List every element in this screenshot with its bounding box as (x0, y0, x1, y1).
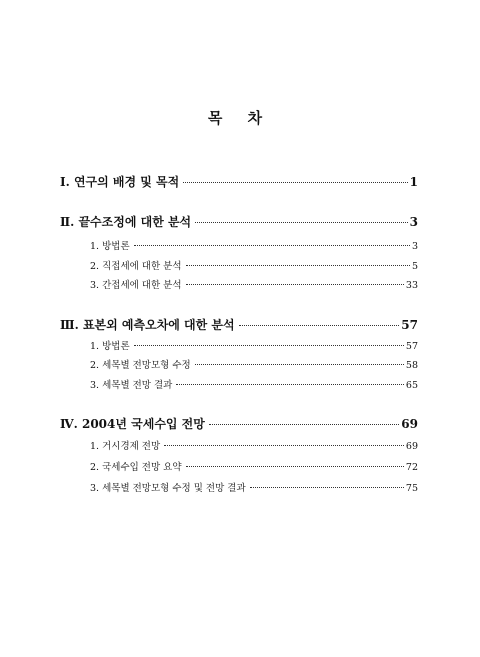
dot-leader (195, 364, 404, 365)
toc-section-3-3[interactable] (90, 377, 418, 391)
section-label: 1. 거시경제 전망 (90, 441, 161, 452)
section-page-number: 58 (405, 360, 418, 371)
toc-section-2-3[interactable] (90, 277, 418, 291)
section-label: 2. 세목별 전망모형 수정 (90, 360, 191, 371)
dot-leader (250, 487, 404, 488)
section-page-number: 5 (411, 261, 418, 272)
dot-leader (239, 325, 400, 326)
section-page-number: 75 (405, 483, 418, 494)
section-page-number: 3 (411, 241, 418, 252)
dot-leader (209, 424, 399, 425)
dot-leader (195, 222, 407, 223)
dot-leader (186, 466, 404, 467)
toc-section-3-1[interactable] (90, 338, 418, 352)
section-page-number: 69 (405, 441, 418, 452)
dot-leader (176, 384, 404, 385)
section-label: 3. 세목별 전망모형 수정 및 전망 결과 (90, 483, 246, 494)
dot-leader (134, 245, 410, 246)
dot-leader (134, 345, 404, 346)
toc-section-4-3[interactable] (90, 480, 418, 494)
page-title: 목 차 (207, 109, 273, 127)
toc-chapter-4[interactable] (60, 415, 418, 432)
dot-leader (164, 445, 404, 446)
toc-section-2-2[interactable] (90, 258, 418, 272)
chapter-label: Ⅲ. 표본외 예측오차에 대한 분석 (60, 318, 235, 332)
chapter-label: Ⅰ. 연구의 배경 및 목적 (60, 175, 180, 189)
section-page-number: 72 (405, 462, 418, 473)
chapter-page-number: 69 (401, 417, 418, 431)
section-label: 1. 방법론 (90, 341, 130, 352)
chapter-label: Ⅳ. 2004년 국세수입 전망 (60, 417, 205, 431)
section-label: 3. 간접세에 대한 분석 (90, 280, 182, 291)
toc-chapter-2[interactable] (60, 213, 418, 230)
section-page-number: 65 (405, 380, 418, 391)
chapter-page-number: 3 (409, 215, 418, 229)
toc-chapter-1[interactable] (60, 173, 418, 190)
dot-leader (186, 265, 410, 266)
toc-section-3-2[interactable] (90, 357, 418, 371)
section-label: 2. 직접세에 대한 분석 (90, 261, 182, 272)
toc-chapter-3[interactable] (60, 316, 418, 333)
section-label: 3. 세목별 전망 결과 (90, 380, 173, 391)
chapter-page-number: 57 (401, 318, 418, 332)
toc-section-2-1[interactable] (90, 238, 418, 252)
chapter-page-number: 1 (409, 175, 418, 189)
section-label: 1. 방법론 (90, 241, 130, 252)
section-page-number: 57 (405, 341, 418, 352)
chapter-label: Ⅱ. 끝수조정에 대한 분석 (60, 215, 192, 229)
section-label: 2. 국세수입 전망 요약 (90, 462, 182, 473)
dot-leader (183, 182, 407, 183)
section-page-number: 33 (405, 280, 418, 291)
toc-section-4-2[interactable] (90, 459, 418, 473)
dot-leader (186, 284, 404, 285)
toc-section-4-1[interactable] (90, 438, 418, 452)
